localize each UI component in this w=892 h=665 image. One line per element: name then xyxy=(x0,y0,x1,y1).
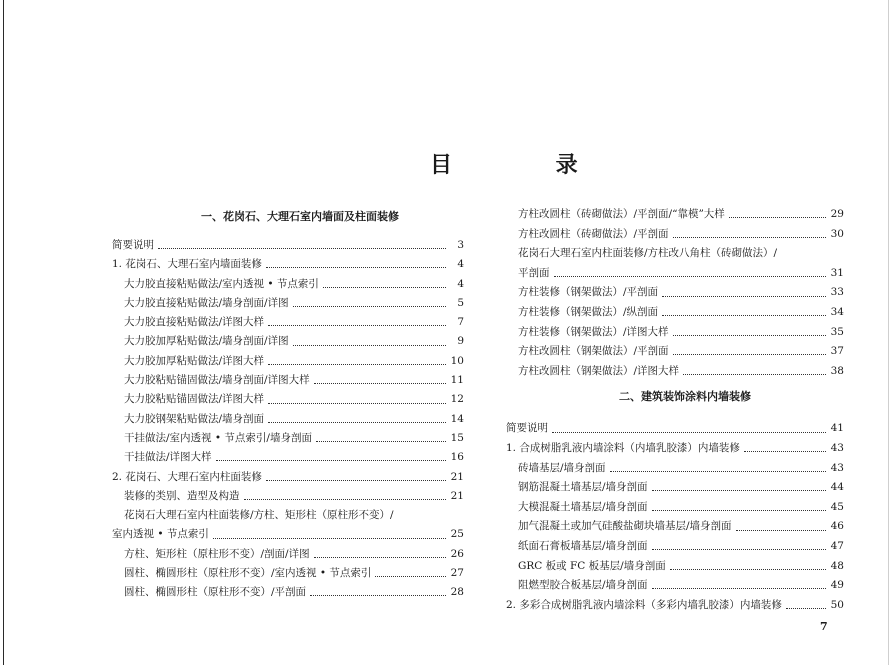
toc-entry xyxy=(112,236,464,255)
toc-entry xyxy=(112,332,464,351)
toc-entry-page: 12 xyxy=(450,393,464,406)
toc-entry-page: 43 xyxy=(830,441,844,454)
toc-dot-leader xyxy=(673,354,826,355)
toc-dot-leader xyxy=(244,499,447,500)
toc-dot-leader xyxy=(213,538,446,539)
toc-entry xyxy=(112,525,464,544)
toc-entry xyxy=(506,537,844,557)
toc-dot-leader xyxy=(662,315,826,316)
toc-entry-page: 30 xyxy=(830,227,844,240)
toc-dot-leader xyxy=(158,248,446,249)
toc-entry xyxy=(112,275,464,294)
toc-entry-label: 2. 多彩合成树脂乳液内墙涂料（多彩内墙乳胶漆）内墙装修 xyxy=(506,598,782,611)
toc-entry-label: 大力胶粘贴锚固做法/墙身剖面/详图大样 xyxy=(124,374,310,387)
toc-entry xyxy=(112,390,464,409)
toc-entry-page: 27 xyxy=(450,567,464,580)
toc-entry-label: 大模混凝土墙基层/墙身剖面 xyxy=(518,500,648,513)
toc-list-right-top xyxy=(506,205,844,381)
section-title-2: 二、建筑装饰涂料内墙装修 xyxy=(619,390,751,404)
toc-entry-label: 方柱、矩形柱（原柱形不变）/剖面/详图 xyxy=(124,547,310,560)
toc-entry xyxy=(506,244,844,264)
toc-entry xyxy=(506,264,844,284)
toc-entry-page: 21 xyxy=(450,489,464,502)
toc-entry-page: 45 xyxy=(830,500,844,513)
toc-entry-label: 方柱装修（钢架做法）/详图大样 xyxy=(518,325,669,338)
toc-dot-leader xyxy=(293,306,446,307)
toc-dot-leader xyxy=(310,595,446,596)
toc-dot-leader xyxy=(216,460,446,461)
toc-entry-page: 38 xyxy=(830,364,844,377)
toc-entry-page: 21 xyxy=(450,470,464,483)
toc-entry-label: 大力胶加厚粘贴做法/详图大样 xyxy=(124,354,265,367)
toc-entry xyxy=(506,362,844,382)
toc-entry xyxy=(112,313,464,332)
toc-entry xyxy=(506,498,844,518)
toc-entry-label: 装修的类别、造型及构造 xyxy=(124,489,240,502)
toc-entry xyxy=(506,342,844,362)
toc-entry-page: 31 xyxy=(830,266,844,279)
toc-entry-label: 方柱装修（钢架做法）/纵剖面 xyxy=(518,305,659,318)
toc-dot-leader xyxy=(554,276,827,277)
toc-entry-label: 干挂做法/室内透视 • 节点索引/墙身剖面 xyxy=(124,431,312,444)
toc-dot-leader xyxy=(268,325,446,326)
toc-entry xyxy=(112,371,464,390)
scan-edge-right xyxy=(888,0,889,665)
toc-entry-label: 干挂做法/详图大样 xyxy=(124,451,212,464)
toc-dot-leader xyxy=(683,374,826,375)
toc-entry-page: 4 xyxy=(457,277,464,290)
toc-dot-leader xyxy=(552,432,826,433)
toc-dot-leader xyxy=(323,287,446,288)
toc-entry-page: 47 xyxy=(830,539,844,552)
toc-entry xyxy=(506,225,844,245)
toc-dot-leader xyxy=(652,490,826,491)
toc-entry-page: 35 xyxy=(830,325,844,338)
toc-entry xyxy=(506,596,844,616)
toc-entry xyxy=(112,352,464,371)
toc-column-right xyxy=(506,205,844,615)
toc-entry-page: 16 xyxy=(450,451,464,464)
toc-dot-leader xyxy=(673,237,826,238)
toc-entry-page: 14 xyxy=(450,412,464,425)
toc-entry xyxy=(112,487,464,506)
toc-dot-leader xyxy=(673,335,826,336)
toc-entry-label: 方柱改圆柱（砖砌做法）/平剖面 xyxy=(518,227,669,240)
toc-dot-leader xyxy=(268,364,446,365)
toc-dot-leader xyxy=(314,383,446,384)
toc-entry-label: 1. 花岗石、大理石室内墙面装修 xyxy=(112,258,262,271)
page-title: 目 录 xyxy=(430,153,626,178)
toc-entry-page: 25 xyxy=(450,528,464,541)
toc-entry-page: 48 xyxy=(830,559,844,572)
toc-entry xyxy=(506,439,844,459)
toc-entry-label: 大力胶直接粘贴做法/详图大样 xyxy=(124,316,265,329)
toc-entry-label: 大力胶粘贴锚固做法/详图大样 xyxy=(124,393,265,406)
toc-entry xyxy=(112,583,464,602)
toc-entry-page: 9 xyxy=(457,335,464,348)
toc-dot-leader xyxy=(652,588,826,589)
section-title-1: 一、花岗石、大理石室内墙面及柱面装修 xyxy=(201,210,399,223)
toc-entry-page: 41 xyxy=(830,422,844,435)
toc-entry-page: 44 xyxy=(830,481,844,494)
toc-dot-leader xyxy=(786,608,826,609)
toc-entry-page: 3 xyxy=(457,239,464,251)
toc-entry-label: 方柱装修（钢架做法）/平剖面 xyxy=(518,286,659,299)
toc-entry-label: 阻燃型胶合板基层/墙身剖面 xyxy=(518,579,648,592)
toc-entry xyxy=(112,506,464,525)
toc-list-right-bottom xyxy=(506,419,844,615)
toc-entry xyxy=(112,429,464,448)
toc-entry-label: 2. 花岗石、大理石室内柱面装修 xyxy=(112,470,262,483)
toc-entry xyxy=(506,303,844,323)
toc-entry-label: 圆柱、椭圆形柱（原柱形不变）/室内透视 • 节点索引 xyxy=(124,567,372,580)
toc-entry xyxy=(506,557,844,577)
toc-entry xyxy=(112,545,464,564)
toc-dot-leader xyxy=(316,441,446,442)
toc-entry xyxy=(112,410,464,429)
toc-dot-leader xyxy=(652,510,826,511)
toc-entry-label: 平剖面 xyxy=(518,266,550,279)
toc-entry-page: 28 xyxy=(450,586,464,599)
toc-dot-leader xyxy=(293,345,446,346)
toc-entry-label: 加气混凝土或加气硅酸盐砌块墙基层/墙身剖面 xyxy=(518,520,732,533)
toc-entry xyxy=(112,255,464,274)
toc-dot-leader xyxy=(268,422,446,423)
toc-entry-label: 大力胶钢架粘贴做法/墙身剖面 xyxy=(124,412,265,425)
toc-dot-leader xyxy=(268,403,446,404)
toc-entry-page: 43 xyxy=(830,461,844,474)
toc-entry xyxy=(506,205,844,225)
toc-dot-leader xyxy=(670,569,826,570)
toc-entry-label: 大力胶直接粘贴做法/墙身剖面/详图 xyxy=(124,296,289,309)
toc-entry-label: 纸面石膏板墙基层/墙身剖面 xyxy=(518,539,648,552)
toc-dot-leader xyxy=(375,576,446,577)
toc-entry-page: 34 xyxy=(830,305,844,318)
toc-dot-leader xyxy=(610,471,826,472)
toc-entry xyxy=(506,283,844,303)
toc-entry-page: 5 xyxy=(457,296,464,309)
toc-entry xyxy=(506,419,844,439)
toc-dot-leader xyxy=(729,217,826,218)
toc-dot-leader xyxy=(266,267,446,268)
toc-entry-label: 简要说明 xyxy=(506,422,548,435)
toc-entry-label: 方柱改圆柱（钢架做法）/平剖面 xyxy=(518,345,669,358)
toc-entry xyxy=(506,459,844,479)
toc-dot-leader xyxy=(744,451,826,452)
toc-entry-page: 49 xyxy=(830,579,844,592)
toc-entry-label: 方柱改圆柱（砖砌做法）/平剖面/“靠模”大样 xyxy=(518,208,725,220)
toc-entry xyxy=(506,576,844,596)
toc-dot-leader xyxy=(266,480,446,481)
toc-entry xyxy=(506,323,844,343)
toc-entry-page: 11 xyxy=(450,374,464,387)
toc-entry-page: 26 xyxy=(450,547,464,560)
toc-entry-label: 花岗石大理石室内柱面装修/方柱、矩形柱（原柱形不变）/ xyxy=(124,509,394,522)
toc-entry-page: 29 xyxy=(830,208,844,220)
page-number: 7 xyxy=(820,620,828,633)
toc-entry-page: 37 xyxy=(830,345,844,358)
toc-entry-label: 室内透视 • 节点索引 xyxy=(112,528,209,541)
toc-entry-page: 7 xyxy=(457,316,464,329)
toc-entry-page: 10 xyxy=(450,354,464,367)
toc-entry xyxy=(112,468,464,487)
toc-entry xyxy=(112,564,464,583)
toc-entry-label: 大力胶直接粘贴做法/室内透视 • 节点索引 xyxy=(124,277,319,290)
toc-entry-page: 4 xyxy=(457,258,464,271)
toc-dot-leader xyxy=(652,549,826,550)
toc-entry xyxy=(506,517,844,537)
toc-entry-label: 简要说明 xyxy=(112,239,154,251)
toc-entry-page: 50 xyxy=(830,598,844,611)
toc-list-left xyxy=(112,236,464,603)
toc-entry-label: 大力胶加厚粘贴做法/墙身剖面/详图 xyxy=(124,335,289,348)
toc-entry-label: 1. 合成树脂乳液内墙涂料（内墙乳胶漆）内墙装修 xyxy=(506,441,740,454)
toc-entry-label: 钢筋混凝土墙基层/墙身剖面 xyxy=(518,481,648,494)
toc-dot-leader xyxy=(662,296,826,297)
toc-entry-label: GRC 板或 FC 板基层/墙身剖面 xyxy=(518,559,666,572)
toc-entry-label: 砖墙基层/墙身剖面 xyxy=(518,461,606,474)
toc-entry-page: 33 xyxy=(830,286,844,299)
toc-entry-page: 46 xyxy=(830,520,844,533)
scan-edge-left xyxy=(3,0,4,665)
toc-entry-label: 方柱改圆柱（钢架做法）/详图大样 xyxy=(518,364,680,377)
toc-entry-label: 花岗石大理石室内柱面装修/方柱改八角柱（砖砌做法）/ xyxy=(518,247,778,260)
toc-column-left xyxy=(112,208,464,603)
toc-dot-leader xyxy=(736,530,826,531)
toc-entry xyxy=(112,294,464,313)
toc-entry xyxy=(112,448,464,467)
toc-entry-page: 15 xyxy=(450,431,464,444)
toc-dot-leader xyxy=(314,557,446,558)
toc-entry-label: 圆柱、椭圆形柱（原柱形不变）/平剖面 xyxy=(124,586,307,599)
toc-entry xyxy=(506,478,844,498)
